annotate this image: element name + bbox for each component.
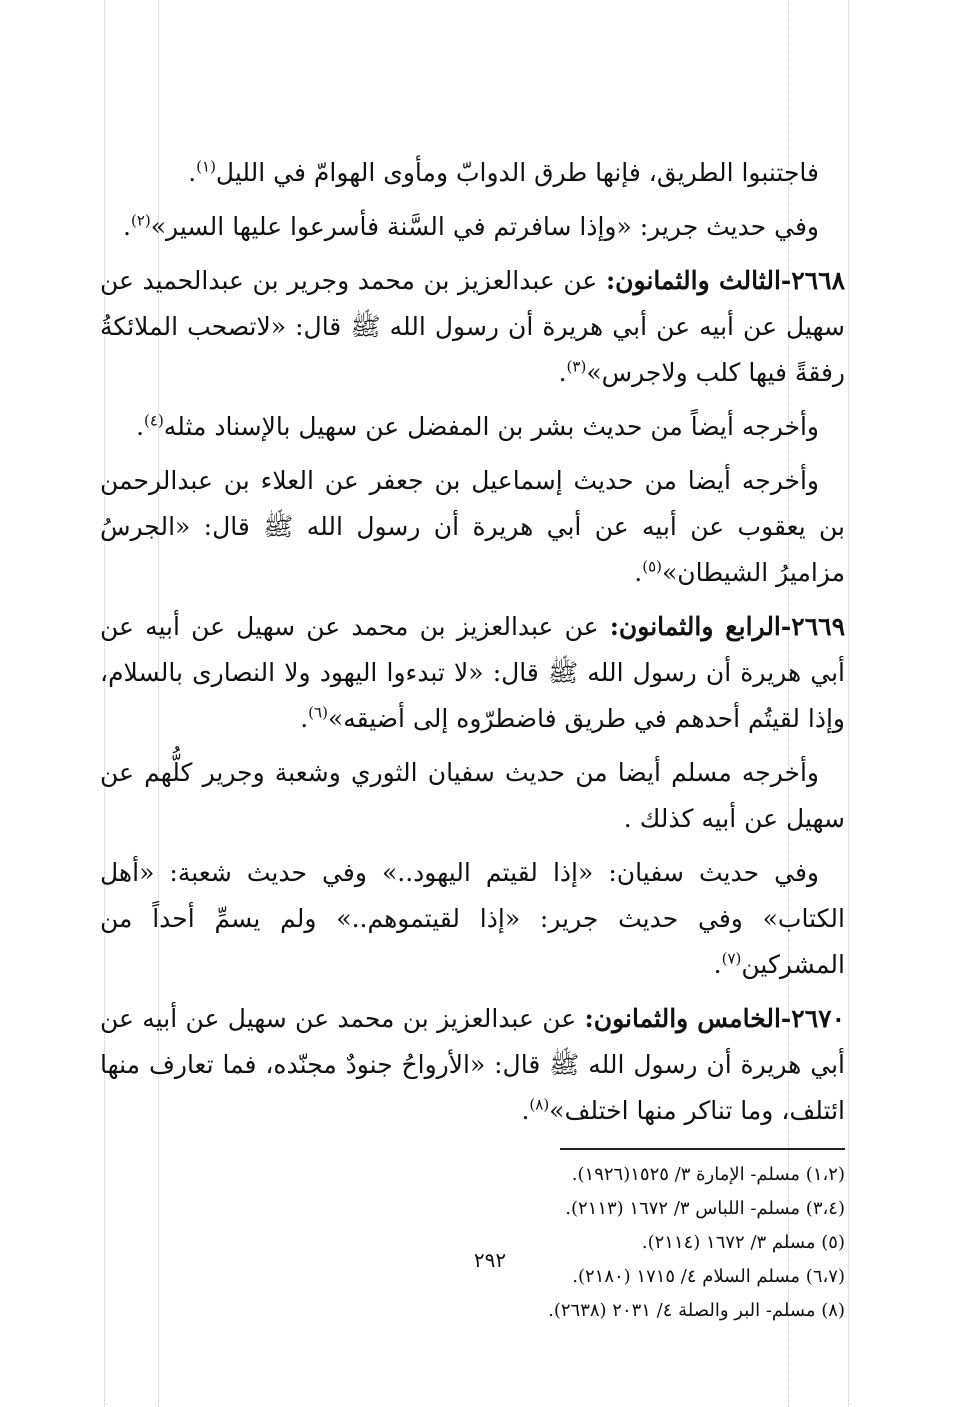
sentence-end: . [558, 358, 567, 387]
sentence-end: . [713, 950, 722, 979]
paragraph-text: وفي حديث جرير: «وإذا سافرتم في السَّنة فأسرعوا عليها السير» [150, 212, 819, 241]
page-body [100, 150, 845, 1328]
footnote: (٥) مسلم ٣/ ١٦٧٢ (٢١١٤). [641, 1232, 845, 1253]
paragraph-text: وفي حديث سفيان: «إذا لقيتم اليهود..» وفي حديث شعبة: «أهل الكتاب» وفي حديث جرير: «إذا لقيتموهم..» ولم يسمِّ أحداً من المشركين [100, 858, 845, 979]
paragraph-text: عن عبدالعزيز بن محمد عن سهيل عن أبيه عن أبي هريرة أن رسول الله ﷺ قال: «لا تبدءوا اليهود ولا النصارى بالسلام، وإذا لقيتُم أحدهم في طريق فاضطرّوه إلى أضيقه» [100, 612, 845, 733]
footnote-ref: (٣) [566, 357, 587, 376]
paragraph [100, 458, 845, 596]
paragraph [100, 204, 845, 250]
paragraph-text: عن عبدالعزيز بن محمد وجرير بن عبدالحميد عن سهيل عن أبيه عن أبي هريرة أن رسول الله ﷺ قال: «لاتصحب الملائكةُ رفقةً فيها كلب ولاجرس» [100, 266, 845, 387]
paragraph-text: عن عبدالعزيز بن محمد عن سهيل عن أبيه عن أبي هريرة أن رسول الله ﷺ قال: «الأرواحُ جنودٌ مجنّده، فما تعارف منها ائتلف، وما تناكر منها اختلف» [100, 1004, 845, 1125]
sentence-end: . [136, 412, 145, 441]
paragraph [100, 850, 845, 988]
hadith-ordinal: الخامس والثمانون: [584, 1004, 781, 1033]
margin-guide-right [848, 0, 849, 1407]
footnote-ref: (٤) [144, 411, 164, 430]
hadith-ordinal: الرابع والثمانون: [609, 612, 781, 641]
hadith-entry [100, 604, 845, 742]
paragraph [100, 404, 845, 450]
footnote: (٨) مسلم- البر والصلة ٤/ ٢٠٣١ (٢٦٣٨). [548, 1300, 845, 1321]
footnote-ref: (٢) [130, 211, 151, 230]
hadith-number: ٢٦٦٩- [780, 612, 845, 641]
paragraph-text: وأخرجه مسلم أيضا من حديث سفيان الثوري وشعبة وجرير كلُّهم عن سهيل عن أبيه كذلك . [100, 758, 845, 833]
footnote: (١،٢) مسلم- الإمارة ٣/ ١٥٢٥(١٩٢٦). [571, 1164, 845, 1185]
page-number: ٢٩٢ [473, 1248, 507, 1272]
footnotes [100, 1158, 845, 1328]
paragraph-text: وأخرجه أيضاً من حديث بشر بن المفضل عن سهيل بالإسناد مثله [163, 412, 819, 441]
paragraph-text: فاجتنبوا الطريق، فإنها طرق الدوابّ ومأوى الهوامّ في الليل [215, 158, 819, 187]
sentence-end: . [521, 1096, 530, 1125]
footnote-ref: (٧) [721, 949, 742, 968]
sentence-end: . [188, 158, 197, 187]
footnote-ref: (٥) [642, 557, 662, 576]
footnote-ref: (١) [196, 157, 216, 176]
hadith-entry [100, 258, 845, 396]
footnote: (٣،٤) مسلم- اللباس ٣/ ١٦٧٢ (٢١١٣). [565, 1198, 845, 1219]
hadith-number: ٢٦٦٨- [780, 266, 845, 295]
footnote-ref: (٨) [529, 1095, 550, 1114]
hadith-ordinal: الثالث والثمانون: [605, 266, 781, 295]
sentence-end: . [634, 558, 643, 587]
sentence-end: . [300, 704, 309, 733]
paragraph-text: وأخرجه أيضا من حديث إسماعيل بن جعفر عن العلاء بن عبدالرحمن بن يعقوب عن أبيه عن أبي هريرة أن رسول الله ﷺ قال: «الجرسُ مزاميرُ الشيطان» [100, 466, 845, 587]
footnote: (٦،٧) مسلم السلام ٤/ ١٧١٥ (٢١٨٠). [572, 1266, 845, 1287]
hadith-entry [100, 996, 845, 1134]
footnote-ref: (٦) [308, 703, 328, 722]
sentence-end: . [123, 212, 131, 241]
text-block [100, 150, 845, 1134]
footnote-divider [560, 1148, 845, 1150]
paragraph [100, 150, 845, 196]
hadith-number: ٢٦٧٠- [780, 1004, 845, 1033]
paragraph [100, 750, 845, 842]
